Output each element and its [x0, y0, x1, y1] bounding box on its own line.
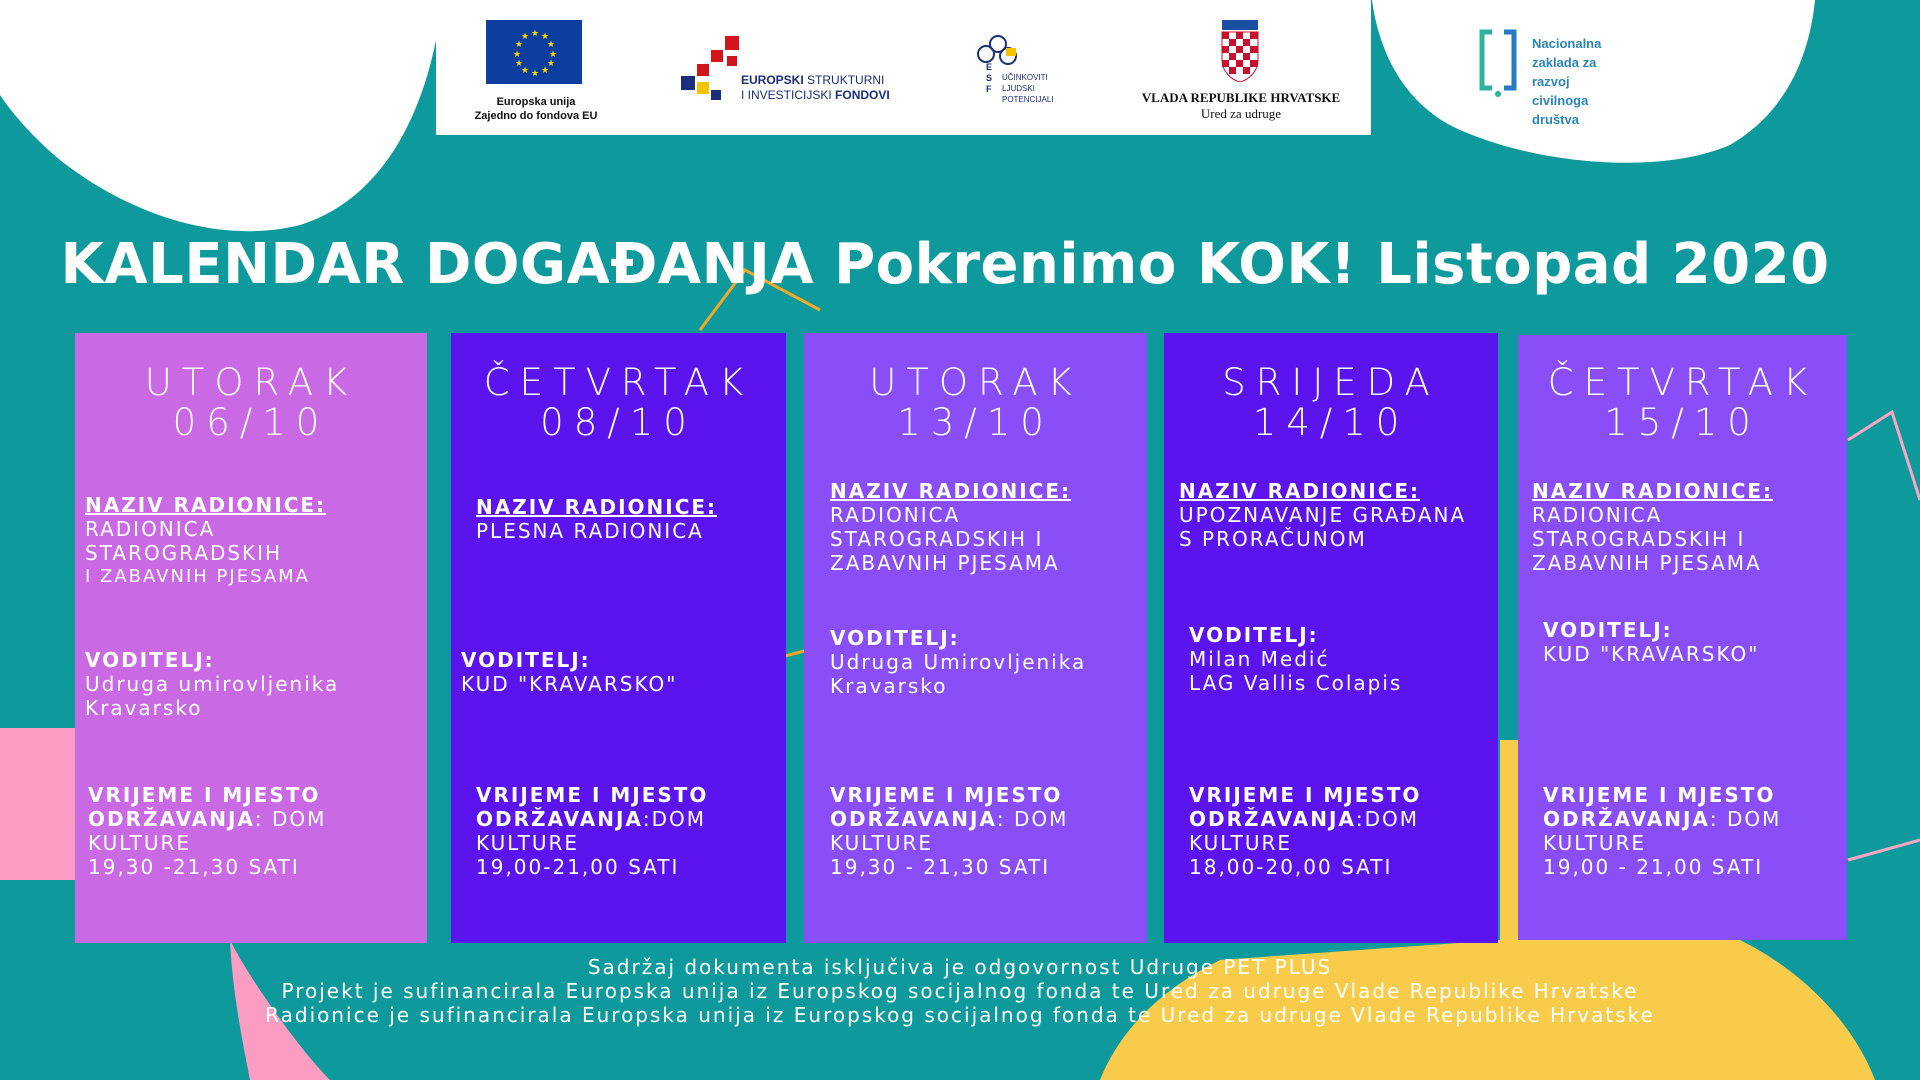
- footer-disclaimer: [0, 955, 1920, 1027]
- pink-blob: [0, 728, 75, 880]
- footer-line: Sadržaj dokumenta isključiva je odgovornost Udruge PET PLUS: [587, 955, 1333, 979]
- event-time-place: VRIJEME I MJESTO ODRŽAVANJA:DOM KULTURE 18,00-20,00 SATI: [1189, 783, 1422, 879]
- svg-text:★: ★: [521, 32, 530, 42]
- svg-text:★: ★: [549, 50, 558, 60]
- croatia-coat-of-arms-icon: [1218, 20, 1262, 82]
- pink-outline-2: [1848, 840, 1920, 860]
- svg-text:★: ★: [515, 40, 524, 50]
- svg-text:★: ★: [531, 29, 540, 39]
- esif-caption: EUROPSKI STRUKTURNI I INVESTICIJSKI FONDOVI: [741, 73, 890, 102]
- svg-text:★: ★: [513, 50, 522, 60]
- event-time-place: VRIJEME I MJESTO ODRŽAVANJA: DOM KULTURE 19,00 - 21,00 SATI: [1543, 783, 1782, 879]
- event-day: UTORAK 06/10: [144, 361, 358, 444]
- footer-line: Radionice je sufinancirala Europska unija iz Europskog socijalnog fonda te Ured za udruge Vlade Republike Hrvatske: [265, 1003, 1655, 1027]
- footer-line: Projekt je sufinancirala Europska unija iz Europskog socijalnog fonda te Ured za udruge Vlade Republike Hrvatske: [281, 979, 1639, 1003]
- event-day: ČETVRTAK 15/10: [1547, 361, 1818, 444]
- white-blob-left: [0, 0, 436, 231]
- svg-text:★: ★: [541, 32, 550, 42]
- event-day: UTORAK 13/10: [869, 361, 1082, 444]
- page-title: KALENDAR DOGAĐANJA Pokrenimo KOK! Listopad 2020: [60, 232, 1830, 297]
- event-workshop: NAZIV RADIONICE: UPOZNAVANJE GRAĐANA S PRORAČUNOM: [1179, 479, 1467, 551]
- event-time-place: VRIJEME I MJESTO ODRŽAVANJA:DOM KULTURE 19,00-21,00 SATI: [476, 783, 709, 879]
- event-day: SRIJEDA 14/10: [1222, 361, 1440, 444]
- svg-text:★: ★: [541, 66, 550, 76]
- event-leader: VODITELJ: Udruga umirovljenika Kravarsko: [85, 648, 340, 720]
- event-leader: VODITELJ: Udruga Umirovljenika Kravarsko: [830, 626, 1087, 698]
- esf-letters: E S F: [986, 62, 993, 94]
- event-leader: VODITELJ: KUD "KRAVARSKO": [461, 648, 678, 696]
- event-time-place: VRIJEME I MJESTO ODRŽAVANJA: DOM KULTURE 19,30 - 21,30 SATI: [830, 783, 1069, 879]
- event-card: [804, 333, 1147, 943]
- eu-caption: Europska unija Zajedno do fondova EU: [474, 96, 598, 122]
- zaklada-caption: Nacionalna zaklada za razvoj civilnoga društva: [1532, 36, 1602, 127]
- event-card: [451, 333, 786, 943]
- vlada-caption: VLADA REPUBLIKE HRVATSKE Ured za udruge: [1141, 90, 1341, 121]
- svg-text:★: ★: [521, 66, 530, 76]
- zaklada-bracket-icon: [1478, 26, 1518, 98]
- esf-caption: UČINKOVITI LJUDSKI POTENCIJALI: [1002, 73, 1054, 104]
- event-card: [75, 333, 427, 943]
- pink-outline: [1848, 412, 1920, 500]
- svg-text:★: ★: [547, 40, 556, 50]
- event-card: [1518, 335, 1847, 940]
- event-workshop: NAZIV RADIONICE: RADIONICA STAROGRADSKIH I ZABAVNIH PJESAMA: [830, 479, 1072, 575]
- svg-text:★: ★: [531, 69, 540, 79]
- svg-text:★: ★: [515, 59, 524, 69]
- sponsor-bar: [436, 0, 1371, 135]
- event-leader: VODITELJ: KUD "KRAVARSKO": [1543, 618, 1760, 666]
- event-workshop: NAZIV RADIONICE: RADIONICA STAROGRADSKIH I ZABAVNIH PJESAMA: [85, 493, 327, 587]
- event-day: ČETVRTAK 08/10: [483, 361, 754, 444]
- event-workshop: NAZIV RADIONICE: PLESNA RADIONICA: [476, 495, 718, 543]
- event-card: [1164, 333, 1498, 943]
- svg-text:★: ★: [547, 59, 556, 69]
- event-leader: VODITELJ: Milan Medić LAG Vallis Colapis: [1189, 623, 1403, 695]
- event-time-place: VRIJEME I MJESTO ODRŽAVANJA: DOM KULTURE 19,30 -21,30 SATI: [88, 783, 327, 879]
- event-workshop: NAZIV RADIONICE: RADIONICA STAROGRADSKIH I ZABAVNIH PJESAMA: [1532, 479, 1774, 575]
- eu-flag-icon: [486, 20, 582, 84]
